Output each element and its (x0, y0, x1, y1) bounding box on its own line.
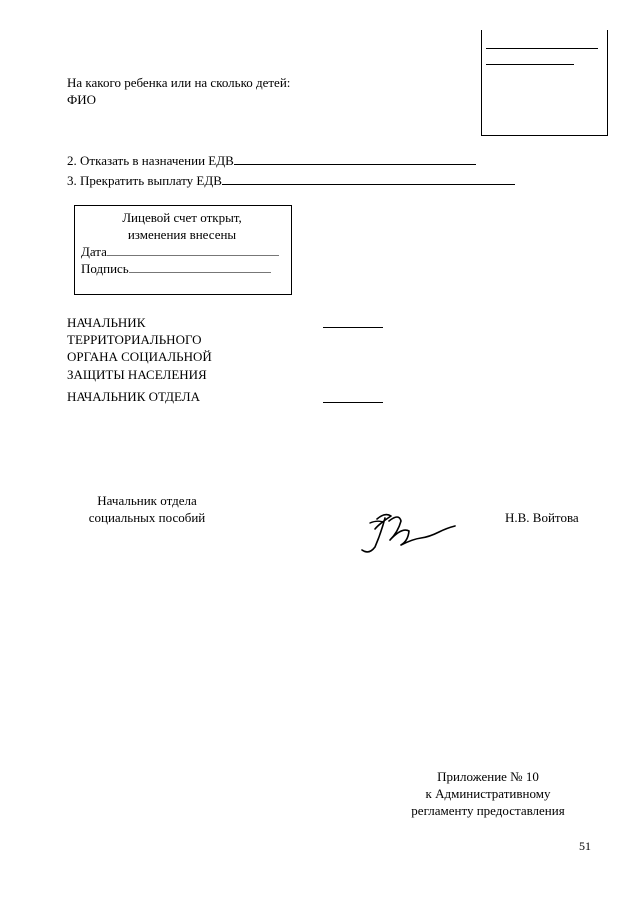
decision-stop (67, 172, 515, 189)
appendix-line-2: к Административному (425, 786, 551, 801)
page-number: 51 (579, 839, 591, 853)
decision-refuse (67, 152, 476, 169)
decision-stop-label: 3. Прекратить выплату ЕДВ (67, 173, 222, 188)
decision-refuse-blank (234, 153, 476, 165)
decision-refuse-label: 2. Отказать в назначении ЕДВ (67, 153, 234, 168)
date-label: Дата (81, 244, 107, 259)
handwritten-signature (355, 503, 465, 558)
official-head-signature-line (323, 327, 383, 328)
appendix-line-1: Приложение № 10 (437, 769, 539, 784)
stamp-box (481, 30, 608, 136)
decision-stop-blank (222, 173, 515, 185)
stamp-box-line-1 (486, 48, 598, 49)
account-box-title-2: изменения внесены (127, 227, 237, 242)
signature-label: Подпись (81, 261, 129, 276)
account-box-signature (81, 260, 271, 277)
signoff-name: Н.В. Войтова (505, 510, 579, 525)
signature-blank (129, 261, 271, 273)
signoff-title-2: социальных пособий (88, 510, 206, 525)
account-box-title-1: Лицевой счет открыт, (122, 210, 242, 225)
official-dept-signature-line (323, 402, 383, 403)
official-head-line-1: НАЧАЛЬНИК (67, 315, 146, 330)
stamp-box-line-2 (486, 64, 574, 65)
official-head-line-4: ЗАЩИТЫ НАСЕЛЕНИЯ (67, 367, 207, 382)
official-head-line-3: ОРГАНА СОЦИАЛЬНОЙ (67, 349, 212, 364)
date-blank (107, 244, 279, 256)
signoff-title-1: Начальник отдела (97, 493, 197, 508)
question-line-1: На какого ребенка или на сколько детей: (67, 75, 291, 90)
official-dept-head: НАЧАЛЬНИК ОТДЕЛА (67, 389, 200, 404)
official-head-line-2: ТЕРРИТОРИАЛЬНОГО (67, 332, 202, 347)
question-line-2: ФИО (67, 92, 97, 107)
appendix-line-3: регламенту предоставления (411, 803, 565, 818)
account-box-date (81, 243, 279, 260)
